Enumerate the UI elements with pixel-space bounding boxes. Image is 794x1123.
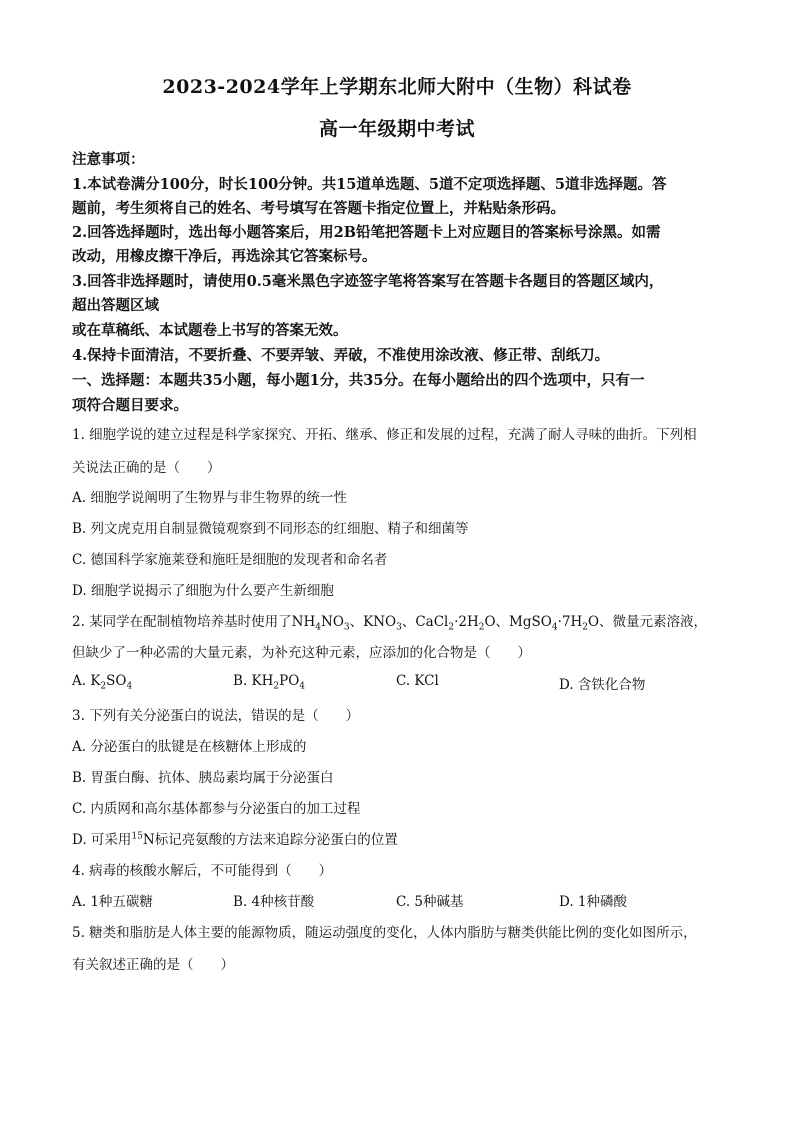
section-1-heading-line-2: 项符合题目要求。	[72, 397, 188, 414]
note-3-line-3: 或在草稿纸、本试题卷上书写的答案无效。	[72, 322, 348, 339]
q2-stem-line-1	[72, 610, 732, 633]
q1-option-c: C. 德国科学家施莱登和施旺是细胞的发现者和命名者	[72, 552, 388, 568]
q4-stem: 4. 病毒的核酸水解后，不可能得到（ ）	[72, 863, 333, 879]
q2-option-b	[233, 673, 305, 692]
section-1-heading-line-1: 一、选择题：本题共35小题，每小题1分，共35分。在每小题给出的四个选项中，只有一	[72, 372, 645, 389]
q2-option-b-pre: B. KH	[233, 673, 274, 689]
q2-reagent-3-tail: ·2H	[454, 614, 479, 630]
q2-stem-post: O、微量元素溶液，	[587, 614, 708, 630]
q2-reagent-4-sub: 4	[551, 622, 558, 633]
q2-reagent-4-sub-2: 2	[582, 622, 588, 633]
q2-reagent-3-sub-2: 2	[478, 622, 485, 633]
note-2-line-2: 改动，用橡皮擦干净后，再选涂其它答案标号。	[72, 248, 377, 265]
note-1-line-2: 题前，考生须将自己的姓名、考号填写在答题卡指定位置上，并粘贴条形码。	[72, 200, 565, 217]
notes-heading: 注意事项：	[72, 151, 145, 168]
exam-title: 2023-2024学年上学期东北师大附中（生物）科试卷	[162, 76, 632, 98]
q2-reagent-1-sub-2: 3	[343, 622, 350, 633]
q1-stem-line-1: 1. 细胞学说的建立过程是科学家探究、开拓、继承、修正和发展的过程，充满了耐人寻味的曲折。下列相	[72, 427, 697, 443]
q3-option-b: B. 胃蛋白酶、抗体、胰岛素均属于分泌蛋白	[72, 770, 334, 786]
q1-stem-line-2: 关说法正确的是（ ）	[72, 460, 221, 476]
q2-option-b-mid: PO	[279, 673, 300, 689]
q2-reagent-1-mid: NO	[321, 614, 344, 630]
note-2-line-1: 2.回答选择题时，选出每小题答案后，用2B铅笔把答题卡上对应题目的答案标号涂黑。如需	[72, 224, 661, 241]
note-4: 4.保持卡面清洁，不要折叠、不要弄皱、弄破，不准使用涂改液、修正带、刮纸刀。	[72, 347, 610, 364]
note-3-line-1: 3.回答非选择题时，请使用0.5毫米黑色字迹签字笔将答案写在答题卡各题目的答题区域内，	[72, 273, 664, 290]
q2-option-b-sub-1: 2	[273, 681, 280, 692]
q1-option-b: B. 列文虎克用自制显微镜观察到不同形态的红细胞、精子和细菌等	[72, 521, 469, 537]
q3-option-d-isotope: 15	[131, 831, 143, 842]
q3-stem: 3. 下列有关分泌蛋白的说法，错误的是（ ）	[72, 708, 360, 724]
q5-stem-line-2: 有关叙述正确的是（ ）	[72, 957, 234, 973]
q2-option-a-pre: A. K	[72, 673, 101, 689]
q2-option-b-sub-2: 4	[299, 681, 305, 692]
q5-stem-line-1: 5. 糖类和脂肪是人体主要的能源物质，随运动强度的变化，人体内脂肪与糖类供能比例的变化如图所示，	[72, 925, 697, 941]
q2-reagent-3: 、CaCl	[401, 614, 449, 630]
q3-option-d-post: N标记亮氨酸的方法来追踪分泌蛋白的位置	[142, 832, 398, 848]
q2-reagent-1: NH	[291, 614, 316, 630]
q2-reagent-2-sub: 3	[396, 622, 402, 633]
note-1-line-1: 1.本试卷满分100分，时长100分钟。共15道单选题、5道不定项选择题、5道非选择题。答	[72, 176, 667, 193]
q2-option-a-sub-2: 4	[126, 681, 133, 692]
q2-option-a-mid: SO	[106, 673, 127, 689]
q2-reagent-2: 、KNO	[349, 614, 397, 630]
q3-option-c: C. 内质网和高尔基体都参与分泌蛋白的加工过程	[72, 801, 361, 817]
q2-option-c: C. KCl	[396, 673, 439, 689]
q1-option-d: D. 细胞学说揭示了细胞为什么要产生新细胞	[72, 583, 334, 599]
q3-option-d	[72, 828, 732, 848]
q3-option-a: A. 分泌蛋白的肽键是在核糖体上形成的	[72, 739, 307, 755]
exam-subtitle: 高一年级期中考试	[318, 118, 475, 140]
q2-reagent-4: O、MgSO	[484, 614, 552, 630]
q3-option-d-pre: D. 可采用	[72, 832, 132, 848]
q4-option-b: B. 4种核苷酸	[233, 894, 315, 910]
q1-option-a: A. 细胞学说阐明了生物界与非生物界的统一性	[72, 490, 347, 506]
q4-option-a: A. 1种五碳糖	[72, 894, 153, 910]
q2-option-d: D. 含铁化合物	[559, 677, 646, 693]
q4-option-c: C. 5种碱基	[396, 894, 464, 910]
q2-reagent-1-sub-1: 4	[315, 622, 321, 633]
q2-stem-pre: 2. 某同学在配制植物培养基时使用了	[72, 614, 292, 630]
q2-option-a-sub-1: 2	[100, 681, 107, 692]
q4-option-d: D. 1种磷酸	[559, 894, 628, 910]
note-3-line-2: 超出答题区域	[72, 297, 159, 314]
q2-reagent-4-tail: ·7H	[557, 614, 583, 630]
q2-reagent-3-sub: 2	[448, 622, 455, 633]
q2-stem-line-2: 但缺少了一种必需的大量元素，为补充这种元素，应添加的化合物是（ ）	[72, 645, 531, 661]
q2-option-a	[72, 673, 132, 692]
